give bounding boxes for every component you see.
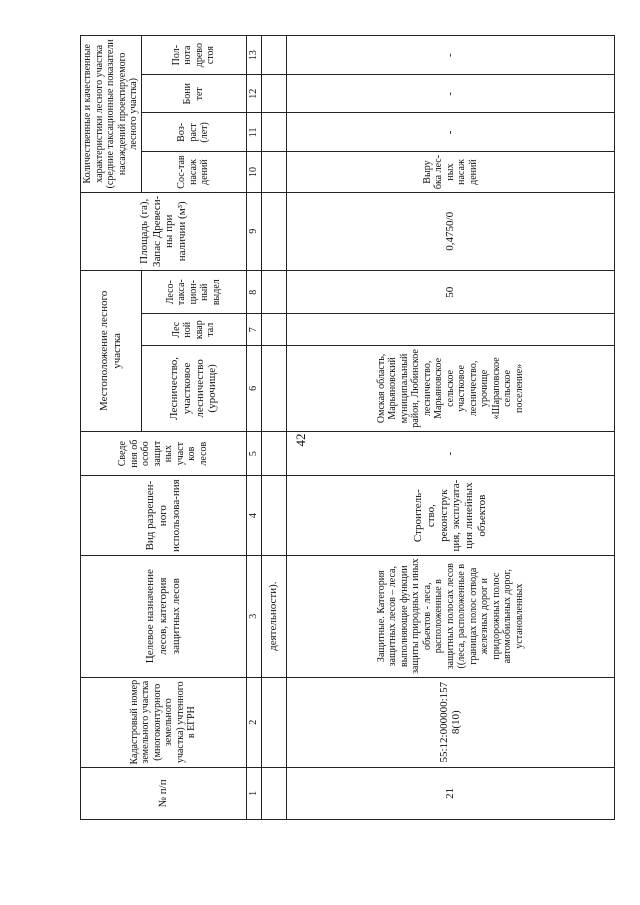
header-location-group: Местоположение лесного участка [81,270,142,431]
column-number: 11 [246,113,261,152]
column-number: 10 [246,152,261,192]
column-number: 12 [246,75,261,113]
column-number: 13 [246,36,261,75]
forest-purpose: Защитные. Категория защитных лесов – леса, выполняющие функции защиты природных и иных объектов - леса, расположенные в защитных полосах лесов ((леса, расположенные в границах полос отвода железных дорог и придорожных полос автомобильных дорог, установленных [286,555,615,677]
header-density: Пол-нота древо стоя [141,36,246,75]
stand-age: - [286,113,615,152]
header-composition: Сос-тав насаж дений [141,152,246,192]
header-characteristics-group: Количественные и качественные характеристики лесного участка (средние таксационные показатели насаждений проектируемого лесного участка) [81,36,142,193]
header-cadastral: Кадастровый номер земельного участка (многоконтурного земельного участка) учтенного в ЕГРН [81,677,247,767]
column-number: 6 [246,345,261,431]
use-type: Строитель-ство, реконструк ция, эксплуата-ция линейных объектов [286,476,615,555]
header-age: Воз-раст (лет) [141,113,246,152]
forest-quarter [286,314,615,346]
table-row [286,36,615,820]
rotated-table-container [80,35,615,820]
special-areas: - [286,431,615,476]
header-vydel: Лесо-такса-цион-ный выдел [141,270,246,314]
forestry-location: Омская область, Марьяновский муниципальный район, Любинское лесничество, Марьяновское сельское участковое лесничество, урочище «Шараповское сельское поселение» [286,345,615,431]
column-number: 3 [246,555,261,677]
header-special-areas: Сведе ния об особо защит ных участ ков лесов [81,431,247,476]
header-forestry: Лесничество, участковое лесничество (урочище) [141,345,246,431]
column-number: 1 [246,767,261,819]
column-number: 5 [246,431,261,476]
forest-plot-table [80,35,615,820]
header-area: Площадь (га), Запас Древеси-ны при наличии (м³) [81,192,247,270]
taxation-vydel: 50 [286,270,615,314]
column-number: 4 [246,476,261,555]
column-number: 9 [246,192,261,270]
row-number: 21 [286,767,615,819]
stand-composition: Выру бка лес-ных насаж дений [286,152,615,192]
cadastral-number: 55:12:000000:1578(10) [286,677,615,767]
column-number: 2 [246,677,261,767]
header-number: № п/п [81,767,247,819]
area-volume: 0,4750/0 [286,192,615,270]
header-quarter: Лес ной квар тал [141,314,246,346]
header-bonitet: Бони тет [141,75,246,113]
bonitet: - [286,75,615,113]
stand-density: - [286,36,615,75]
header-purpose: Целевое назначение лесов, категория защитных лесов [81,555,247,677]
header-use-type: Вид разрешен-ного использова-ния [81,476,247,555]
column-number: 7 [246,314,261,346]
column-number: 8 [246,270,261,314]
page-number: 42 [293,433,308,447]
continuation-text: деятельности). [261,555,286,677]
